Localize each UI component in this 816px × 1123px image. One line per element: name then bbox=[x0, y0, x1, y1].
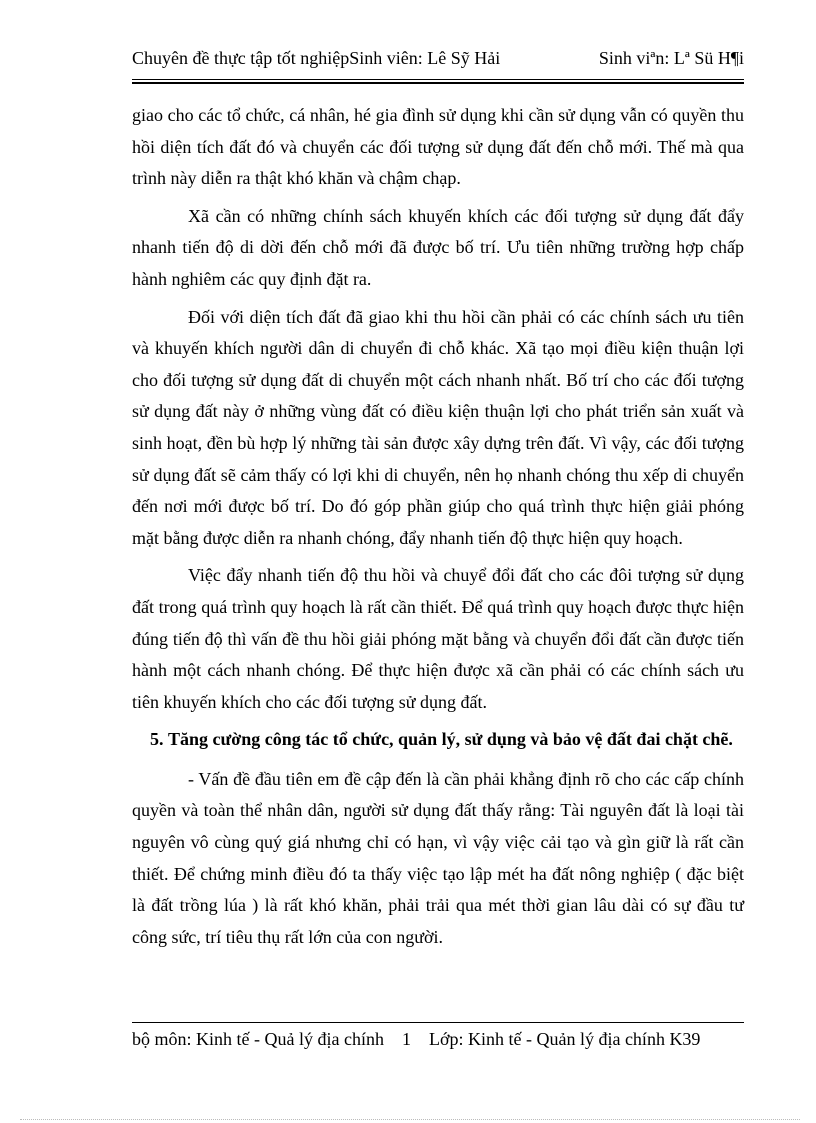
page-header bbox=[132, 48, 744, 78]
section-heading bbox=[132, 724, 744, 756]
page-number: 1 bbox=[401, 1029, 411, 1049]
page-footer bbox=[132, 1026, 744, 1052]
paragraph: Đối với diện tích đất đã giao khi thu hồi cần phải có các chính sách ưu tiên và khuyến khích người dân di chuyển đi chỗ khác. Xã tạo mọi điều kiện thuận lợi cho đối tượng sử dụng đất di chuyển một cách nhanh nhất. Bố trí cho các đối tượng sử dụng đất này ở những vùng đất có điều kiện thuận lợi cho phát triển sản xuất và sinh hoạt, đền bù hợp lý những tài sản được xây dựng trên đất. Vì vậy, các đối tượng sử dụng đất sẽ cảm thấy có lợi khi di chuyển, nên họ nhanh chóng thu xếp di chuyển đến nơi mới được bố trí. Do đó góp phần giúp cho quá trình thực hiện giải phóng mặt bằng được diễn ra nhanh chóng, đẩy nhanh tiến độ thực hiện quy hoạch. bbox=[132, 306, 744, 548]
header-rule-thick bbox=[132, 82, 744, 84]
section-number: 5. bbox=[150, 729, 164, 750]
page-edge-dotted-line bbox=[20, 1119, 800, 1120]
header-rule bbox=[132, 79, 744, 80]
footer-left-text: bộ môn: Kinh tế - Quả lý địa chính bbox=[132, 1029, 384, 1049]
header-left-text: Chuyên đề thực tập tốt nghiệpSinh viên: Lê Sỹ Hải bbox=[132, 48, 501, 68]
footer-rule bbox=[132, 1022, 744, 1023]
paragraph: - Vấn đề đầu tiên em đề cập đến là cần phải khẳng định rõ cho các cấp chính quyền và toàn thể nhân dân, người sử dụng đất thấy rằng: Tài nguyên đất là loại tài nguyên vô cùng quý giá nhưng chỉ có hạn, vì vậy việc cải tạo và gìn giữ là rất cần thiết. Để chứng minh điều đó ta thấy việc tạo lập mét ha đất nông nghiệp ( đặc biệt là đất trồng lúa ) là rất khó khăn, phải trải qua mét thời gian lâu dài có sự đầu tư công sức, trí tiêu thụ rất lớn của con người. bbox=[132, 768, 744, 947]
header-right-text: Sinh viªn: Lª Sü H¶i bbox=[598, 48, 744, 68]
paragraph: Xã cần có những chính sách khuyến khích các đối tượng sử dụng đất đẩy nhanh tiến độ di dời đến chỗ mới đã được bố trí. Ưu tiên những trường hợp chấp hành nghiêm các quy định đặt ra. bbox=[132, 205, 744, 289]
paragraph: giao cho các tổ chức, cá nhân, hé gia đình sử dụng khi cần sử dụng vẫn có quyền thu hồi diện tích đất đó và chuyển các đối tượng sử dụng đất đến chỗ mới. Thế mà qua trình này diễn ra thật khó khăn và chậm chạp. bbox=[132, 105, 744, 189]
section-title: Tăng cường công tác tổ chức, quản lý, sử dụng và bảo vệ đất đai chặt chẽ. bbox=[168, 729, 733, 750]
paragraph: Việc đẩy nhanh tiến độ thu hồi và chuyể đổi đất cho các đôi tượng sử dụng đất trong quá trình quy hoạch là rất cần thiết. Để quá trình quy hoạch được thực hiện đúng tiến độ thì vấn đề thu hồi giải phóng mặt bằng và chuyển đổi đất cần được tiến hành một cách nhanh chóng. Để thực hiện được xã cần phải có các chính sách ưu tiên khuyến khích cho các đối tượng sử dụng đất. bbox=[132, 565, 744, 712]
footer-right-text: Lớp: Kinh tế - Quản lý địa chính K39 bbox=[428, 1029, 701, 1049]
page-body bbox=[132, 100, 744, 959]
